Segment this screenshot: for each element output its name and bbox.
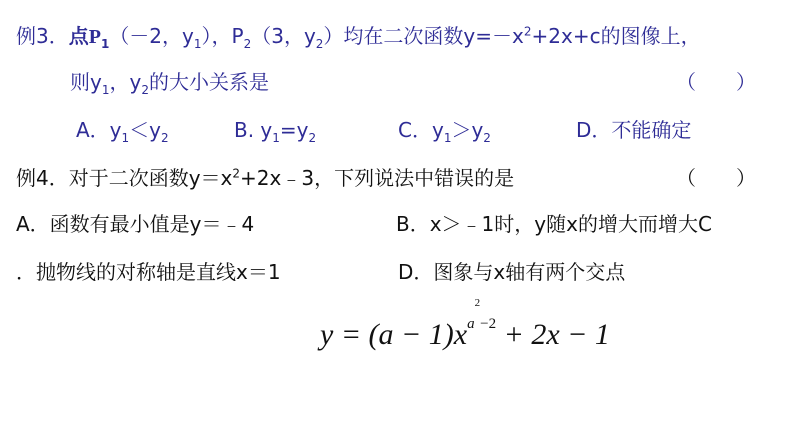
ex4-option-d: D．图象与x轴有两个交点 <box>398 260 626 284</box>
ex3-option-c: C．$y_1>y_2$ <box>398 118 491 145</box>
ex3-option-a: A．$y_1<y_2$ <box>76 118 169 145</box>
ex4-option-b-and-c: B．x＞﹣1时，y随x的增大而增大C <box>396 212 712 236</box>
ex3-line2: 则$y_1$，$y_2$的大小关系是 <box>70 70 269 97</box>
ex3-answer-paren: （ ） <box>676 70 756 94</box>
ex4-option-c-continued: ．抛物线的对称轴是直线x＝1 <box>16 260 281 284</box>
ex3-line1: 例3．点$P_1(-2$，$y_1$），$P_2(3$，$y_2$）均在二次函数$y=-x^2+2x+c$的图像上， <box>16 24 701 51</box>
ex4-option-a: A．函数有最小值是y＝﹣4 <box>16 212 255 236</box>
function-formula: $y = (a - 1)x^{a^2-2} + 2x - 1$ <box>320 297 610 351</box>
ex4-answer-paren: （ ） <box>676 166 756 190</box>
ex4-line1: 例4．对于二次函数$y=x^2+2x﹣3$，下列说法中错误的是 <box>16 166 515 190</box>
exponent: a2−2 <box>467 297 497 332</box>
ex3-option-d: D．不能确定 <box>576 118 692 142</box>
ex3-option-b: B. $y_1=y_2$ <box>234 118 317 145</box>
